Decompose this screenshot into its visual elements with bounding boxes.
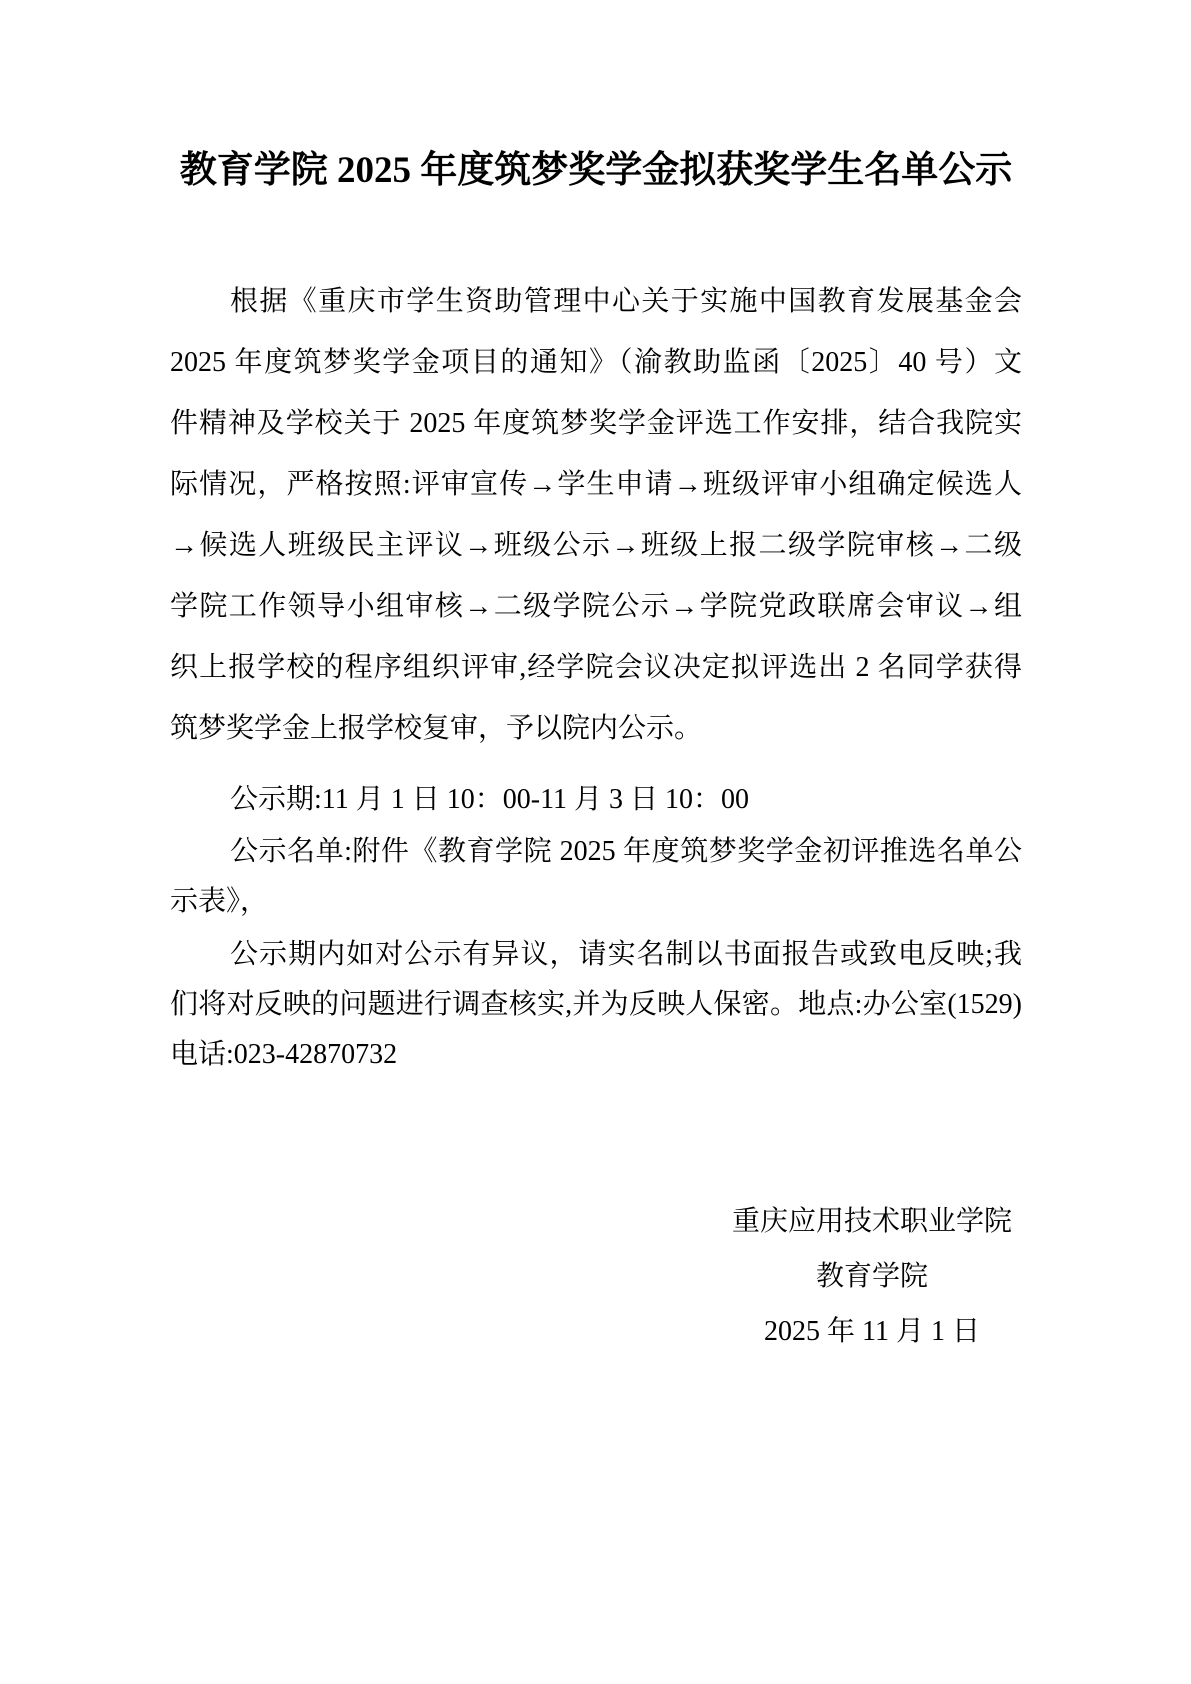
text-line: 际情况，严格按照:评审宣传→学生申请→班级评审小组确定候选人	[170, 469, 1022, 500]
signature-department: 教育学院	[815, 1261, 928, 1292]
text-line: 学院工作领导小组审核→二级学院公示→学院党政联席会审议→组	[170, 591, 1022, 622]
text-line: 电话:023-42870732	[170, 1039, 398, 1070]
text-line: →候选人班级民主评议→班级公示→班级上报二级学院审核→二级	[170, 530, 1022, 561]
text-line: 示表》，	[170, 886, 269, 917]
signature-block	[722, 1194, 1022, 1359]
text-line: 公示期内如对公示有异议，请实名制以书面报告或致电反映;我	[230, 939, 1022, 970]
paragraph-objection-contact	[170, 930, 1022, 1080]
paragraph-publicity-list	[170, 827, 1022, 927]
text-line: 们将对反映的问题进行调查核实,并为反映人保密。地点:办公室(1529)	[170, 989, 1022, 1020]
text-line: 公示期:11 月 1 日 10：00-11 月 3 日 10：00	[230, 784, 750, 815]
paragraph-publicity-period	[170, 775, 1022, 825]
paragraph-basis	[170, 271, 1022, 759]
text-line: 公示名单:附件《教育学院 2025 年度筑梦奖学金初评推选名单公	[230, 836, 1022, 867]
text-line: 筑梦奖学金上报学校复审，予以院内公示。	[170, 713, 703, 744]
signature-date: 2025 年 11 月 1 日	[764, 1316, 980, 1347]
text-line: 根据《重庆市学生资助管理中心关于实施中国教育发展基金会	[230, 286, 1022, 317]
text-line: 织上报学校的程序组织评审,经学院会议决定拟评选出 2 名同学获得	[170, 652, 1022, 683]
text-line: 2025 年度筑梦奖学金项目的通知》（渝教助监函〔2025〕40 号）文	[170, 347, 1022, 378]
signature-organization: 重庆应用技术职业学院	[731, 1206, 1012, 1237]
document-title: 教育学院 2025 年度筑梦奖学金拟获奖学生名单公示	[179, 150, 1013, 191]
text-line: 件精神及学校关于 2025 年度筑梦奖学金评选工作安排，结合我院实	[170, 408, 1022, 439]
